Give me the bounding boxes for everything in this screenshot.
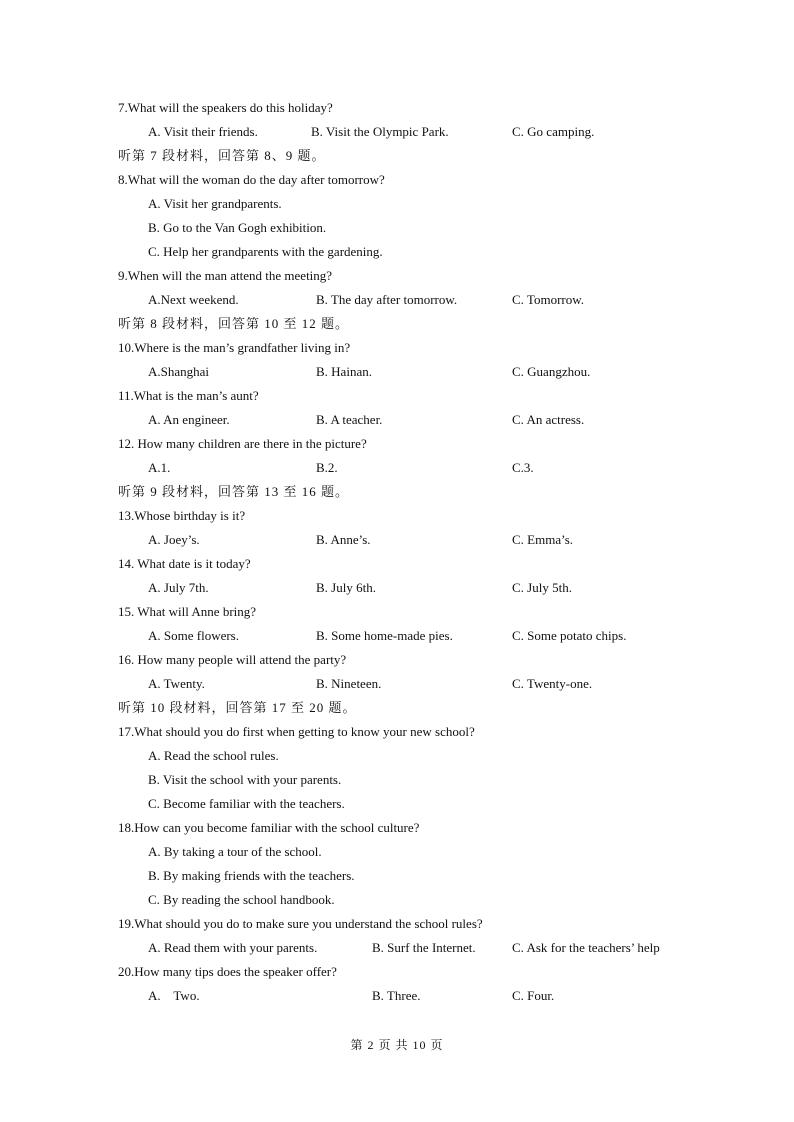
section-instruction: 听第 10 段材料，回答第 17 至 20 题。	[118, 700, 357, 715]
question-17-option-a	[0, 746, 794, 766]
option-c: C. Guangzhou.	[512, 364, 591, 379]
section-header-10	[0, 698, 794, 718]
question-20-options	[0, 986, 794, 1006]
section-instruction: 听第 8 段材料，回答第 10 至 12 题。	[118, 316, 350, 331]
question-stem: 16. How many people will attend the party?	[118, 652, 347, 667]
option-b: B. Three.	[372, 988, 421, 1003]
question-12	[0, 434, 794, 454]
option-b: B.2.	[316, 460, 338, 475]
section-header-9	[0, 482, 794, 502]
question-stem: 8.What will the woman do the day after tomorrow?	[118, 172, 385, 187]
question-18-option-b	[0, 866, 794, 886]
question-8-option-c	[0, 242, 794, 262]
option-c: C. Ask for the teachers’ help	[512, 940, 660, 955]
option-b: B. Hainan.	[316, 364, 372, 379]
option-b: B. Surf the Internet.	[372, 940, 476, 955]
question-9	[0, 266, 794, 286]
option-b: B. The day after tomorrow.	[316, 292, 458, 307]
question-stem: 19.What should you do to make sure you understand the school rules?	[118, 916, 483, 931]
option-c: C.3.	[512, 460, 534, 475]
option-a: A. An engineer.	[148, 412, 230, 427]
question-8-option-b	[0, 218, 794, 238]
question-10-options	[0, 362, 794, 382]
section-instruction: 听第 7 段材料，回答第 8、9 题。	[118, 148, 326, 163]
option-c: C. By reading the school handbook.	[148, 892, 335, 907]
question-11-options	[0, 410, 794, 430]
option-a: A.Shanghai	[148, 364, 210, 379]
question-18-option-a	[0, 842, 794, 862]
question-19-options	[0, 938, 794, 958]
question-17-option-c	[0, 794, 794, 814]
question-stem: 20.How many tips does the speaker offer?	[118, 964, 337, 979]
option-c: C. Twenty-one.	[512, 676, 593, 691]
question-13	[0, 506, 794, 526]
question-stem: 10.Where is the man’s grandfather living in?	[118, 340, 351, 355]
question-8	[0, 170, 794, 190]
option-c: C. Become familiar with the teachers.	[148, 796, 345, 811]
option-a: A. Twenty.	[148, 676, 205, 691]
option-b: B. A teacher.	[316, 412, 383, 427]
question-16	[0, 650, 794, 670]
question-stem: 12. How many children are there in the picture?	[118, 436, 367, 451]
option-b: B. Some home-made pies.	[316, 628, 453, 643]
question-18	[0, 818, 794, 838]
option-c: C. An actress.	[512, 412, 585, 427]
question-8-option-a	[0, 194, 794, 214]
option-c: C. Some potato chips.	[512, 628, 627, 643]
question-stem: 11.What is the man’s aunt?	[118, 388, 259, 403]
question-7-options	[0, 122, 794, 142]
option-a: A. Read them with your parents.	[148, 940, 318, 955]
option-a: A. Read the school rules.	[148, 748, 279, 763]
option-a: A. Visit her grandparents.	[148, 196, 282, 211]
question-14-options	[0, 578, 794, 598]
option-b: B. Nineteen.	[316, 676, 382, 691]
question-stem: 7.What will the speakers do this holiday?	[118, 100, 333, 115]
option-b: B. Visit the Olympic Park.	[311, 124, 449, 139]
option-b: B. Visit the school with your parents.	[148, 772, 342, 787]
option-b: B. July 6th.	[316, 580, 376, 595]
option-b: B. Anne’s.	[316, 532, 371, 547]
question-stem: 13.Whose birthday is it?	[118, 508, 246, 523]
question-14	[0, 554, 794, 574]
option-c: C. July 5th.	[512, 580, 572, 595]
option-a: A. Two.	[148, 988, 200, 1003]
option-a: A.Next weekend.	[148, 292, 239, 307]
question-stem: 18.How can you become familiar with the school culture?	[118, 820, 420, 835]
page-footer: 第 2 页 共 10 页	[350, 1038, 444, 1052]
option-a: A. Visit their friends.	[148, 124, 258, 139]
section-header-7	[0, 146, 794, 166]
question-9-options	[0, 290, 794, 310]
option-a: A. Joey’s.	[148, 532, 200, 547]
option-c: C. Help her grandparents with the gardening.	[148, 244, 383, 259]
option-c: C. Emma’s.	[512, 532, 574, 547]
question-17-option-b	[0, 770, 794, 790]
option-a: A. By taking a tour of the school.	[148, 844, 322, 859]
question-13-options	[0, 530, 794, 550]
question-stem: 14. What date is it today?	[118, 556, 251, 571]
option-a: A.1.	[148, 460, 171, 475]
option-b: B. Go to the Van Gogh exhibition.	[148, 220, 327, 235]
question-stem: 9.When will the man attend the meeting?	[118, 268, 333, 283]
section-header-8	[0, 314, 794, 334]
option-c: C. Go camping.	[512, 124, 595, 139]
question-10	[0, 338, 794, 358]
option-a: A. Some flowers.	[148, 628, 239, 643]
question-11	[0, 386, 794, 406]
option-b: B. By making friends with the teachers.	[148, 868, 355, 883]
question-15-options	[0, 626, 794, 646]
section-instruction: 听第 9 段材料，回答第 13 至 16 题。	[118, 484, 350, 499]
question-18-option-c	[0, 890, 794, 910]
question-12-options	[0, 458, 794, 478]
option-c: C. Tomorrow.	[512, 292, 585, 307]
question-19	[0, 914, 794, 934]
question-15	[0, 602, 794, 622]
question-16-options	[0, 674, 794, 694]
option-a: A. July 7th.	[148, 580, 209, 595]
question-20	[0, 962, 794, 982]
option-c: C. Four.	[512, 988, 555, 1003]
question-17	[0, 722, 794, 742]
question-7	[0, 98, 794, 118]
question-stem: 17.What should you do first when getting to know your new school?	[118, 724, 475, 739]
question-stem: 15. What will Anne bring?	[118, 604, 257, 619]
